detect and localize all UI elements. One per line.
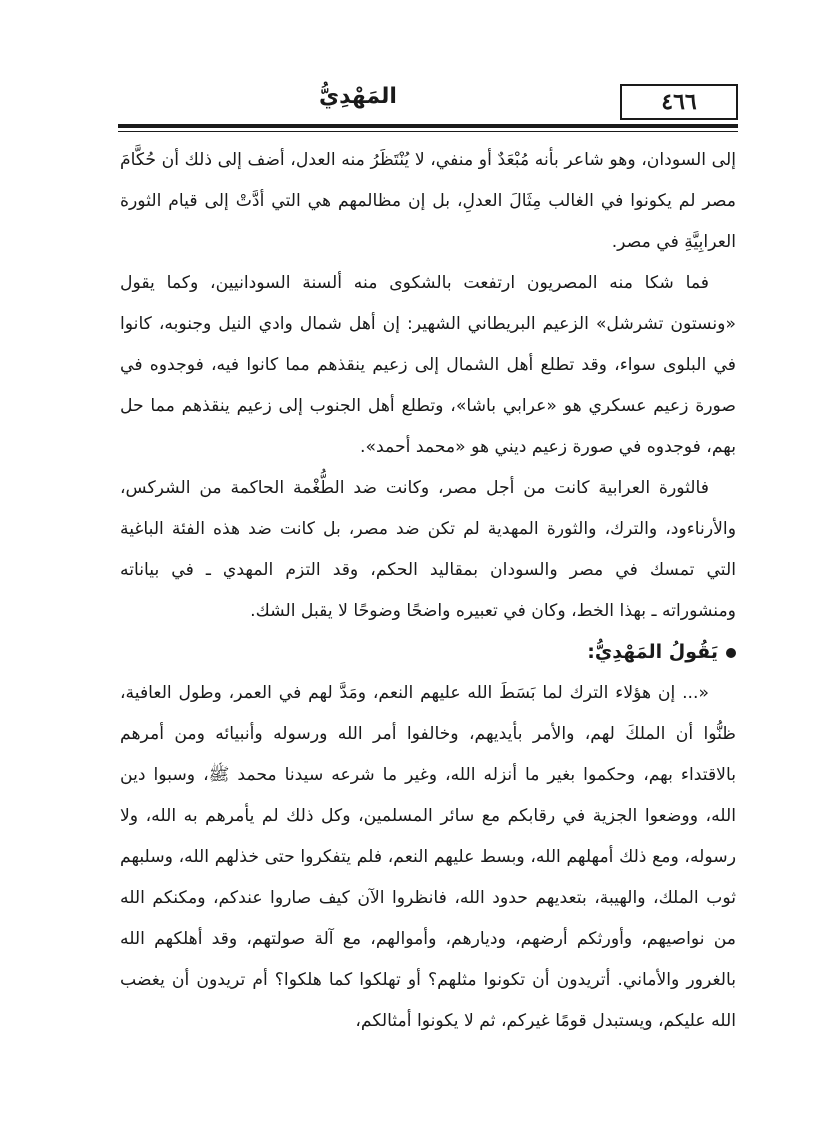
header-rule-thin [118,131,738,132]
running-title: المَهْدِيُّ [319,84,397,109]
section-heading-text: يَقُولُ المَهْدِيُّ: [587,641,718,663]
page-number: ٤٦٦ [620,84,738,120]
header-rule-thick [118,124,738,128]
paragraph-1: إلى السودان، وهو شاعر بأنه مُبْعَدٌ أو منفي، لا يُنْتَظَرُ منه العدل، أضف إلى ذلك أن حُكَّامَ مصر لم يكونوا في الغالب مِثَالَ العدلِ، بل إن مظالمهم هي التي أدَّتْ إلى قيام الثورة العرابِيَّةِ في مصر. [120,150,736,252]
section-heading [120,632,736,673]
quote-paragraph: «... إن هؤلاء الترك لما بَسَطَ الله عليهم النعم، ومَدَّ لهم في العمر، وطول العافية، ظنُّوا أن الملكَ لهم، والأمر بأيديهم، وخالفوا أمر الله ورسوله وأنبيائه ومن أمرهم بالاقتداء بهم، وحكموا بغير ما أنزله الله، وغير ما شرعه سيدنا محمد ﷺ، وسبوا دين الله، ووضعوا الجزية في رقابكم مع سائر المسلمين، وكل ذلك لم يأمرهم به الله، ولا رسوله، ومع ذلك أمهلهم الله، وبسط عليهم النعم، فلم يتفكروا حتى خذلهم الله، وسلبهم ثوب الملك، والهيبة، بتعديهم حدود الله، فانظروا الآن كيف صاروا عندكم، ومكنكم الله من نواصيهم، وأورثكم أرضهم، وديارهم، وأموالهم، مع آلة صولتهم، وقد أهلكهم الله بالغرور والأماني. أتريدون أن تكونوا مثلهم؟ أو تهلكوا كما هلكوا؟ أم تريدون أن يغضب الله عليكم، ويستبدل قومًا غيركم، ثم لا يكونوا أمثالكم، [120,683,736,1031]
paragraph-2: فما شكا منه المصريون ارتفعت بالشكوى منه ألسنة السودانيين، وكما يقول «ونستون تشرشل» الزعيم البريطاني الشهير: إن أهل شمال وادي النيل وجنوبه، كانوا في البلوى سواء، وقد تطلع أهل الشمال إلى زعيم ينقذهم مما كانوا فيه، فوجدوه في صورة زعيم عسكري هو «عرابي باشا»، وتطلع أهل الجنوب إلى زعيم ينقذهم مما حل بهم، فوجدوه في صورة زعيم ديني هو «محمد أحمد». [120,273,736,457]
paragraph-3: فالثورة العرابية كانت من أجل مصر، وكانت ضد الطُّغْمة الحاكمة من الشركس، والأرناءود، والترك، والثورة المهدية لم تكن ضد مصر، بل كانت ضد هذه الفئة الباغية التي تمسك في مصر والسودان بمقاليد الحكم، وقد التزم المهدي ـ في بياناته ومنشوراته ـ بهذا الخط، وكان في تعبيره واضحًا وضوحًا لا يقبل الشك. [120,478,736,621]
body-text [120,140,736,1042]
running-header [118,84,738,124]
bullet-icon [726,648,736,658]
